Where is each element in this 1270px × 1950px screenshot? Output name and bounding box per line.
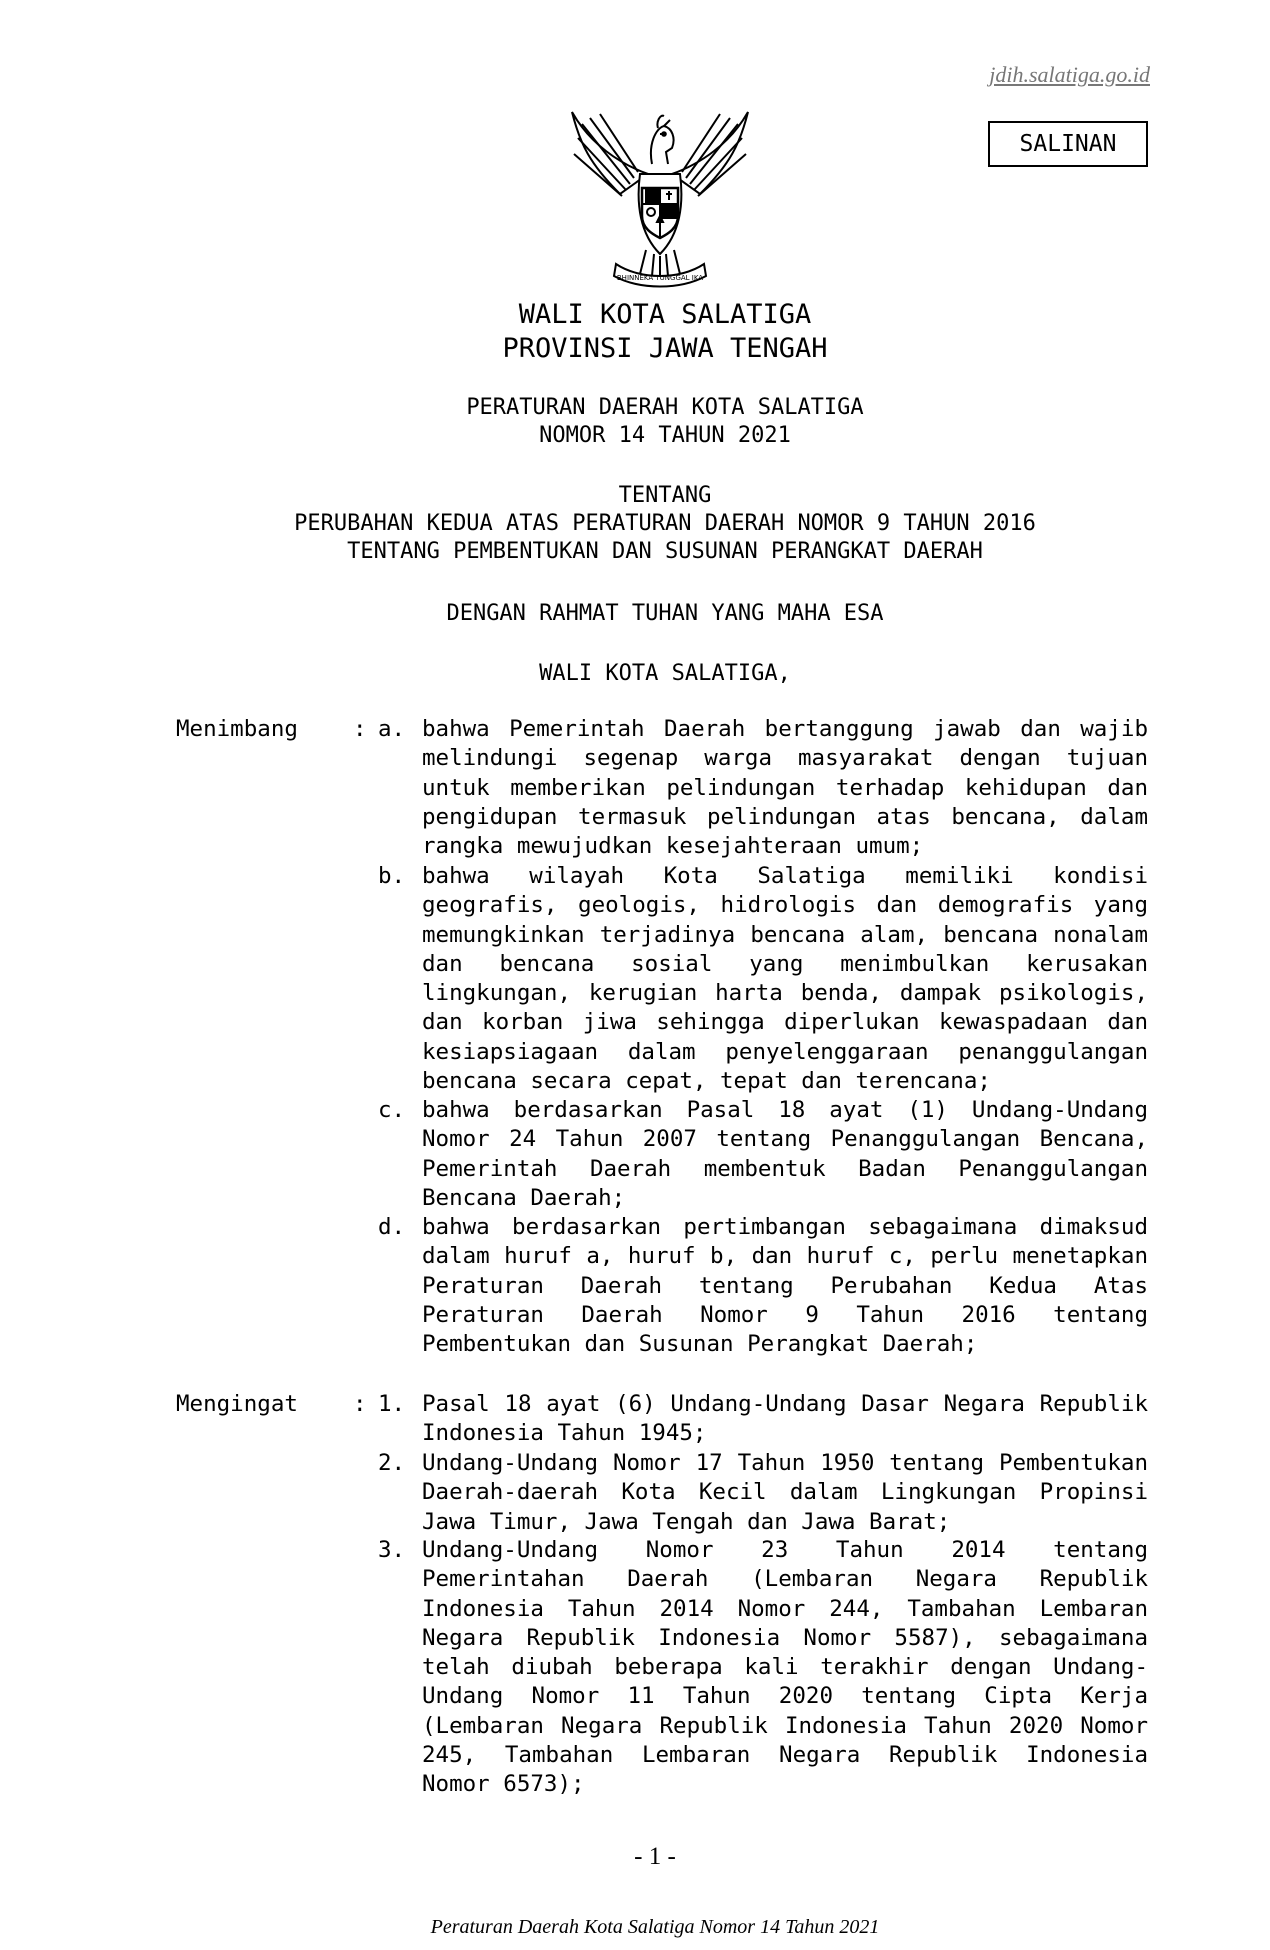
mengingat-item-2: 2. Undang-Undang Nomor 17 Tahun 1950 tentang Pembentukan Daerah-daerah Kota Kecil dalam Lingkungan Propinsi Jawa Timur, Jawa Tengah dan Jawa Barat; [378,1450,1148,1535]
mengingat-item-1: 1. Pasal 18 ayat (6) Undang-Undang Dasar Negara Republik Indonesia Tahun 1945; [378,1391,1148,1447]
menimbang-item-a: a. bahwa Pemerintah Daerah bertanggung jawab dan wajib melindungi segenap warga masyarakat dengan tujuan untuk memberikan pelindungan terhadap kehidupan dan pengidupan termasuk pelindungan atas bencana, dalam rangka mewujudkan kesejahteraan umum; [378,716,1148,860]
garuda-emblem-icon [560,104,760,294]
regulation-subject: TENTANG PERUBAHAN KEDUA ATAS PERATURAN DAERAH NOMOR 9 TAHUN 2016 TENTANG PEMBENTUKAN DAN SUSUNAN PERANGKAT DAERAH [294,483,1036,564]
menimbang-item-b: b. bahwa wilayah Kota Salatiga memiliki kondisi geografis, geologis, hidrologis dan demografis yang memungkinkan terjadinya bencana alam, bencana nonalam dan bencana sosial yang menimbulkan kerusakan lingkungan, kerugian harta benda, dampak psikologis, dan korban jiwa sehingga diperlukan kewaspadaan dan kesiapsiagaan dalam penyelenggaraan penanggulangan bencana secara cepat, tepat dan terencana; [378,863,1148,1095]
emblem-motto: BHINNEKA TUNGGAL IKA [616,274,704,282]
mengingat-item-3: 3. Undang-Undang Nomor 23 Tahun 2014 tentang Pemerintahan Daerah (Lembaran Negara Republik Indonesia Tahun 2014 Nomor 244, Tambahan Lembaran Negara Republik Indonesia Nomor 5587), sebagaimana telah diubah beberapa kali terakhir dengan Undang-Undang Nomor 11 Tahun 2020 tentang Cipta Kerja (Lembaran Negara Republik Indonesia Tahun 2020 Nomor 245, Tambahan Lembaran Negara Republik Indonesia Nomor 6573); [378,1537,1148,1798]
blessing-line: DENGAN RAHMAT TUHAN YANG MAHA ESA [446,601,884,626]
regulation-title: PERATURAN DAERAH KOTA SALATIGA NOMOR 14 TAHUN 2021 [466,395,864,448]
menimbang-colon: : [353,716,367,742]
mengingat-colon: : [353,1391,367,1417]
menimbang-item-c: c. bahwa berdasarkan Pasal 18 ayat (1) Undang-Undang Nomor 24 Tahun 2007 tentang Penanggulangan Bencana, Pemerintah Daerah membentuk Badan Penanggulangan Bencana Daerah; [378,1097,1148,1211]
mengingat-label: Mengingat [176,1391,298,1417]
salinan-stamp: SALINAN [988,121,1148,167]
title-wali-kota: WALI KOTA SALATIGA PROVINSI JAWA TENGAH [502,299,828,364]
page-footer: Peraturan Daerah Kota Salatiga Nomor 14 Tahun 2021 [430,1916,880,1938]
authority-line: WALI KOTA SALATIGA, [539,661,791,686]
page-number: - 1 - [634,1843,676,1870]
site-url-link[interactable]: jdih.salatiga.go.id [989,62,1150,87]
menimbang-item-d: d. bahwa berdasarkan pertimbangan sebagaimana dimaksud dalam huruf a, huruf b, dan huruf c, perlu menetapkan Peraturan Daerah tentang Perubahan Kedua Atas Peraturan Daerah Nomor 9 Tahun 2016 tentang Pembentukan dan Susunan Perangkat Daerah; [378,1214,1148,1358]
menimbang-label: Menimbang [176,716,298,742]
